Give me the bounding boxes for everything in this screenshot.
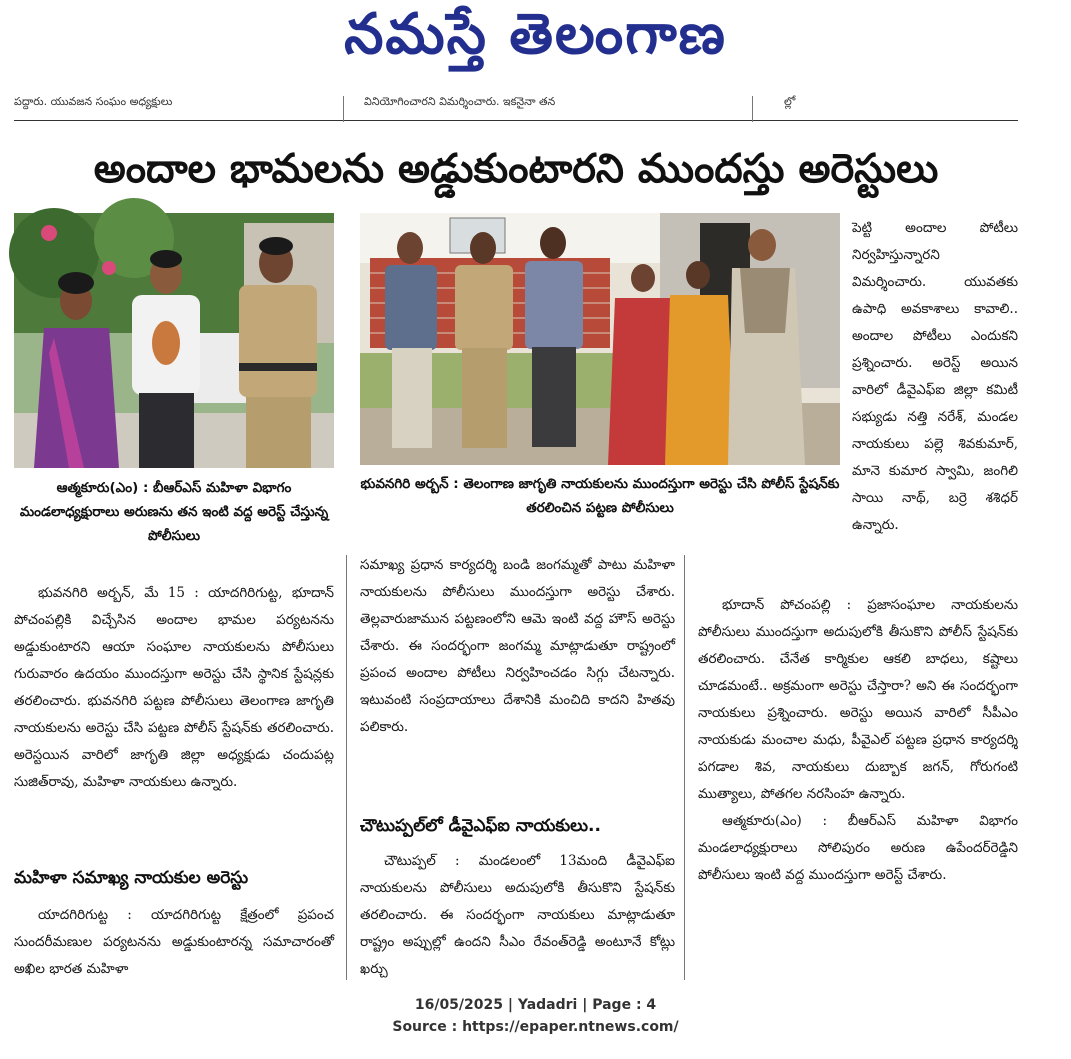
photo-left-caption: ఆత్మకూరు(ఎం) : బీఆర్ఎస్ మహిళా విభాగం మండలాధ్యక్షురాలు అరుణను తన ఇంటి వద్ద అరెస్ట్ చేస్తున్న పోలీసులు <box>19 480 329 544</box>
column-divider <box>752 96 753 122</box>
section-subhead: మహిళా సమాఖ్య నాయకుల అరెస్టు <box>14 868 249 888</box>
article-column-1-cont <box>14 902 334 982</box>
photo-center <box>360 213 840 465</box>
article-column-1 <box>14 580 334 850</box>
article-paragraph: యాదగిరిగుట్ట : యాదగిరిగుట్ట క్షేత్రంలో ప్రపంచ సుందరీమణుల పర్యటనను అడ్డుకుంటారన్న సమాచారంతో అఖిల భారత మహిళా <box>14 907 334 977</box>
footer-date-page: 16/05/2025 | Yadadri | Page : 4 <box>414 997 657 1013</box>
newspaper-logo: నమస్తే తెలంగాణ <box>344 2 727 67</box>
clipped-text-right: ల్లో <box>784 95 796 108</box>
article-column-2 <box>360 552 675 802</box>
article-column-3 <box>698 500 1018 980</box>
photo-left <box>14 213 334 468</box>
clipped-text-strip <box>14 96 1018 121</box>
clipped-text-left: పద్దారు. యువజన సంఘం అధ్యక్షులు <box>14 95 173 108</box>
headline: అందాల భామలను అడ్డుకుంటారని ముందస్తు అరెస్టులు <box>93 146 939 192</box>
column-divider <box>346 555 347 980</box>
article-paragraph: సమాఖ్య ప్రధాన కార్యదర్శి బండి జంగమ్మతో పాటు మహిళా నాయకులను పోలీసులు ముందస్తుగా అరెస్టు చేశారు. తెల్లవారుజామున పట్టణంలోని ఆమె ఇంటి వద్ద హౌస్ అరెస్టు చేశారు. ఈ సందర్భంగా జంగమ్మ మాట్లాడుతూ రాష్ట్రంలో ప్రపంచ అందాల పోటీలు నిర్వహించడం సిగ్గు చేటన్నారు. ఇటువంటి సంప్రదాయాలు దేశానికి మంచిది కాదని హితవు పలికారు. <box>360 557 675 735</box>
article-paragraph: భూదాన్ పోచంపల్లి : ప్రజాసంఘాల నాయకులను పోలీసులు ముందస్తుగా అదుపులోకి తీసుకొని పోలీస్ స్టేషన్‌కు తరలించారు. చేనేత కార్మికుల ఆకలి బాధలు, కష్టాలు చూడమంటే.. అక్రమంగా అరెస్టు చేస్తారా? అని ఈ సందర్భంగా నాయకులు ప్రశ్నించారు. అరెస్టు అయిన వారిలో సీపీఎం నాయకుడు మంచాల మధు, పీవైఎల్ పట్టణ ప్రధాన కార్యదర్శి పగడాల శివ, నాయకులు దుబ్బాక జగన్, గోరుగంటి ముత్యాలు, పోతగల నరసింహ ఉన్నారు. <box>698 597 1018 802</box>
article-paragraph: పెట్టి అందాల పోటీలు నిర్వహిస్తున్నారని విమర్శించారు. యువతకు ఉపాధి అవకాశాలు కావాలి.. అందాల పోటీలు ఎందుకని ప్రశ్నించారు. అరెస్ట్ అయిన వారిలో డీవైఎఫ్ఐ జిల్లా కమిటీ సభ్యుడు నత్తి నరేశ్, మండల నాయకులు పల్లె శివకుమార్, మానె కుమార స్వామి, జంగిలి సాయి నాథ్, బర్రె శశిధర్ ఉన్నారు. <box>852 220 1018 533</box>
clipped-text-middle: వినియోగించారని విమర్శించారు. ఇకనైనా తన <box>364 95 556 108</box>
article-column-2-cont <box>360 848 675 978</box>
article-paragraph: ఆత్మకూరు(ఎం) : బీఆర్ఎస్ మహిళా విభాగం మండలాధ్యక్షురాలు సోలిపురం అరుణ ఉపేందర్‌రెడ్డిని పోలీసులు ఇంటి వద్ద ముందస్తుగా అరెస్ట్ చేశారు. <box>698 813 1018 883</box>
section-subhead: చౌటుప్పల్‌లో డీవైఎఫ్‌ఐ నాయకులు.. <box>360 816 601 836</box>
column-divider <box>684 555 685 980</box>
article-column-3-top <box>852 215 1018 533</box>
article-paragraph: చౌటుప్పల్ : మండలంలో 13మంది డీవైఎఫ్ఐ నాయకులను పోలీసులు అదుపులోకి తీసుకొని స్టేషన్‌కు తరలించారు. ఈ సందర్భంగా నాయకులు మాట్లాడుతూ రాష్ట్రం అప్పుల్లో ఉందని సీఎం రేవంత్‌రెడ్డి అంటూనే కోట్లు ఖర్చు <box>360 853 675 977</box>
footer-source: Source : https://epaper.ntnews.com/ <box>392 1019 679 1035</box>
photo-center-caption: భువనగిరి అర్బన్ : తెలంగాణ జాగృతి నాయకులను ముందస్తుగా అరెస్టు చేసి పోలీస్ స్టేషన్‌కు తరలించిన పట్టణ పోలీసులు <box>360 476 840 516</box>
article-paragraph: భువనగిరి అర్బన్, మే 15 : యాదగిరిగుట్ట, భూదాన్ పోచంపల్లికి విచ్చేసిన అందాల భామల పర్యటనను అడ్డుకుంటారని ఆయా సంఘాల నాయకులను పోలీసులు గురువారం ఉదయం ముందస్తుగా అరెస్టు చేసి స్థానిక స్టేషన్లకు తరలించారు. భువనగిరి పట్టణ పోలీసులు తెలంగాణ జాగృతి నాయకులను అరెస్టు చేసి పట్టణ పోలీస్ స్టేషన్‌కు తరలించారు. అరెస్టయిన వారిలో జాగృతి జిల్లా అధ్యక్షుడు చందుపట్ల సుజిత్‌రావు, మహిళా నాయకులు ఉన్నారు. <box>14 585 334 790</box>
masthead <box>0 0 1071 95</box>
column-divider <box>343 96 344 122</box>
